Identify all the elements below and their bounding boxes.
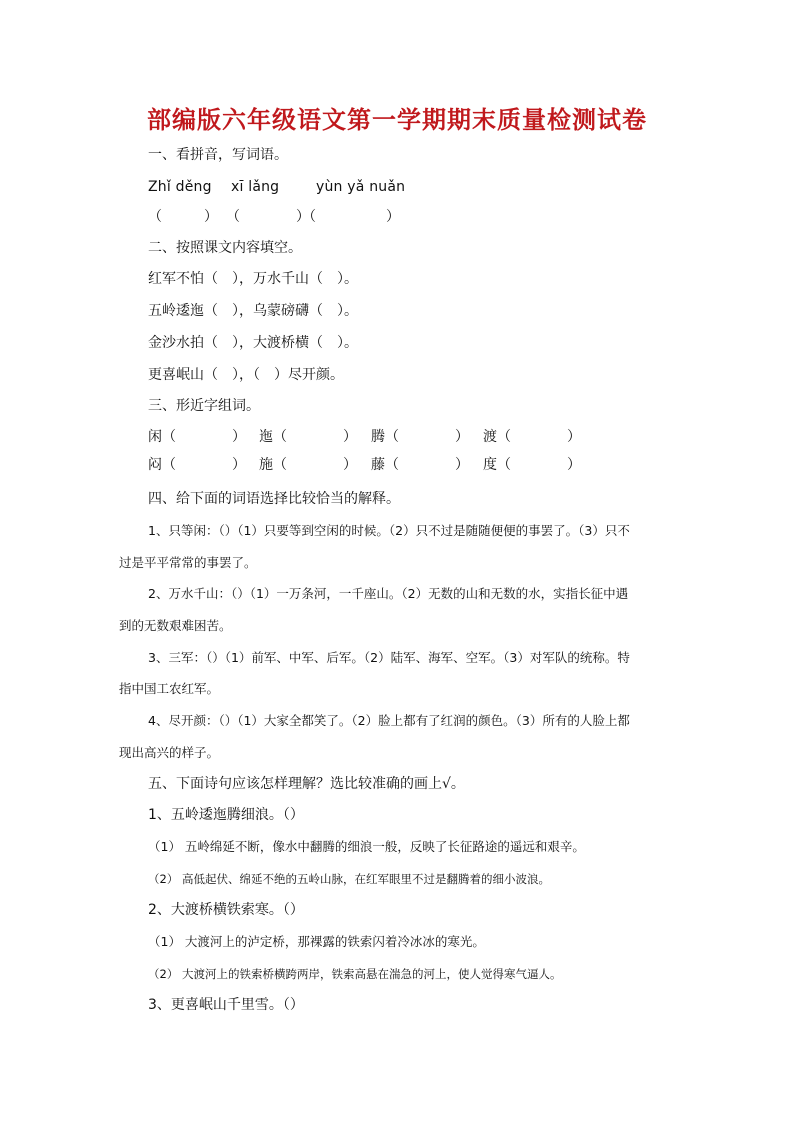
- word-item: 闲（ ）: [148, 429, 246, 445]
- option-5-2-2: （2） 大渡河上的铁索桥横跨两岸，铁索高悬在湍急的河上，使人觉得寒气逼人。: [148, 967, 562, 981]
- word-item: 闷（ ）: [148, 457, 246, 473]
- question-4-3-cont: 指中国工农红军。: [119, 681, 220, 696]
- fill-line-1: 红军不怕（ ），万水千山（ ）。: [148, 271, 358, 287]
- word-item: 迤（ ）: [259, 429, 357, 445]
- option-5-2-1: （1） 大渡河上的泸定桥，那裸露的铁索闪着冷冰冰的寒光。: [148, 934, 485, 949]
- question-5-3: 3、更喜岷山千里雪。（）: [148, 997, 304, 1013]
- fill-line-4: 更喜岷山（ ），（ ）尽开颜。: [148, 367, 344, 383]
- section-3-heading: 三、形近字组词。: [148, 398, 260, 414]
- option-5-1-2: （2） 高低起伏、绵延不绝的五岭山脉，在红军眼里不过是翻腾着的细小波浪。: [148, 872, 550, 886]
- pinyin-1: Zhǐ děng: [148, 179, 212, 195]
- word-item: 度（ ）: [483, 457, 581, 473]
- section-5-heading: 五、下面诗句应该怎样理解？选比较准确的画上√。: [148, 776, 465, 792]
- word-item: 腾（ ）: [371, 429, 469, 445]
- question-5-2: 2、大渡桥横铁索寒。（）: [148, 902, 304, 918]
- section-1-heading: 一、看拼音，写词语。: [148, 147, 288, 163]
- word-item: 藤（ ）: [371, 457, 469, 473]
- option-5-1-1: （1） 五岭绵延不断，像水中翻腾的细浪一般，反映了长征路途的遥远和艰辛。: [148, 839, 585, 854]
- fill-line-3: 金沙水拍（ ），大渡桥横（ ）。: [148, 335, 358, 351]
- answer-bracket-2: （ ）: [226, 209, 310, 225]
- fill-line-2: 五岭逶迤（ ），乌蒙磅礴（ ）。: [148, 303, 358, 319]
- word-item: 施（ ）: [259, 457, 357, 473]
- pinyin-2: xī lǎng: [231, 179, 280, 195]
- pinyin-3: yùn yǎ nuǎn: [316, 179, 406, 195]
- question-4-3: 3、三军：（）（1）前军、中军、后军。（2）陆军、海军、空军。（3）对军队的统称。特: [148, 650, 630, 665]
- page-title: 部编版六年级语文第一学期期末质量检测试卷: [147, 106, 647, 134]
- answer-bracket-3: （ ）: [302, 209, 400, 225]
- question-5-1: 1、五岭逶迤腾细浪。（）: [148, 807, 304, 823]
- question-4-4: 4、尽开颜：（）（1）大家全都笑了。（2）脸上都有了红润的颜色。（3）所有的人脸上都: [148, 713, 630, 728]
- question-4-2-cont: 到的无数艰难困苦。: [119, 618, 232, 633]
- answer-bracket-1: （ ）: [148, 209, 218, 225]
- question-4-2: 2、万水千山：（）（1）一万条河，一千座山。（2）无数的山和无数的水，实指长征中遇: [148, 586, 629, 601]
- section-4-heading: 四、给下面的词语选择比较恰当的解释。: [148, 491, 400, 507]
- question-4-4-cont: 现出高兴的样子。: [119, 745, 220, 760]
- question-4-1: 1、只等闲：（）（1）只要等到空闲的时候。（2）只不过是随随便便的事罢了。（3）只不: [148, 523, 630, 538]
- section-2-heading: 二、按照课文内容填空。: [148, 240, 302, 256]
- word-item: 渡（ ）: [483, 429, 581, 445]
- question-4-1-cont: 过是平平常常的事罢了。: [119, 555, 257, 570]
